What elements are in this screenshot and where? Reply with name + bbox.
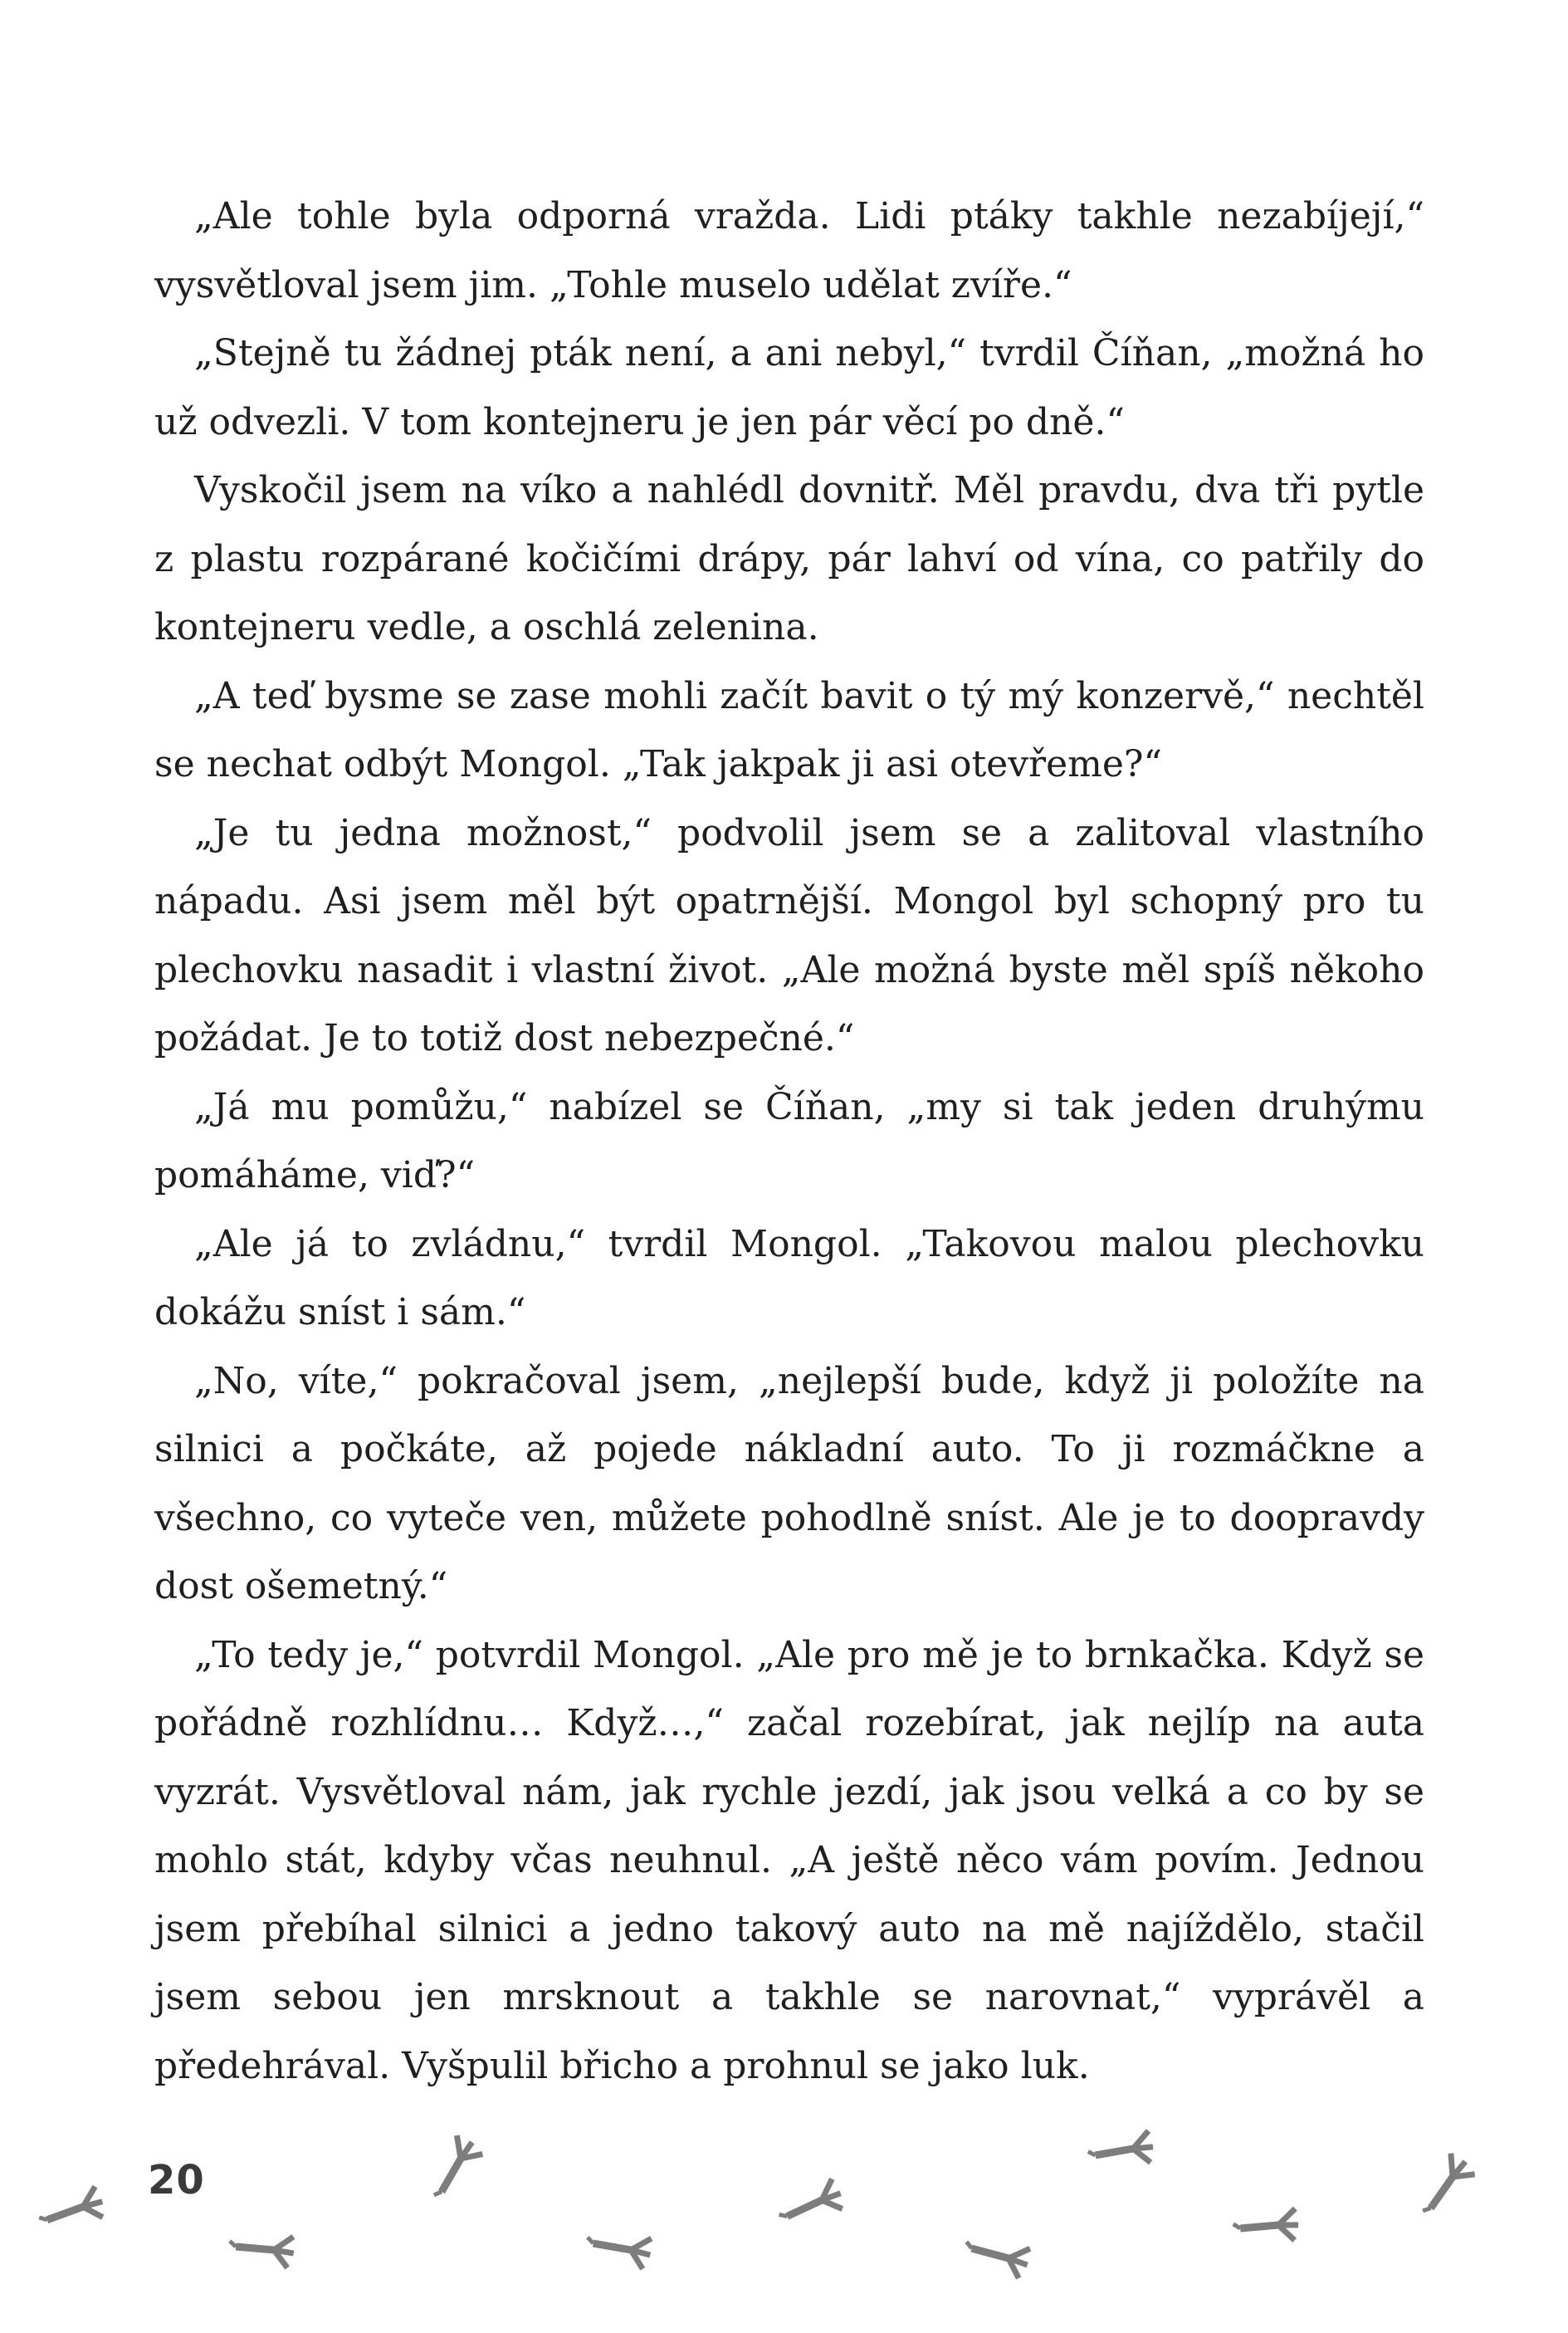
paragraph: „No, víte,“ pokračoval jsem, „nejlepší bude, když ji položíte na silnici a počkáte, až pojede nákladní auto. To ji rozmáčkne a všechno, co vyteče ven, můžete pohodlně sníst. Ale je to doopravdy dost ošemetný.“ [154, 1359, 1424, 1607]
paragraph: „Je tu jedna možnost,“ podvolil jsem se a zalitoval vlastního nápadu. Asi jsem měl být opatrnější. Mongol byl schopný pro tu plechovku nasadit i vlastní život. „Ale možná byste měl spíš někoho požádat. Je to totiž dost nebezpečné.“ [154, 811, 1424, 1059]
paragraph: „Ale tohle byla odporná vražda. Lidi ptáky takhle nezabíjejí,“ vysvětloval jsem jim. „Tohle muselo udělat zvíře.“ [154, 195, 1424, 306]
bird-footprint-icon [36, 2186, 107, 2238]
bird-footprint-icon [227, 2231, 295, 2268]
paragraph: „Já mu pomůžu,“ nabízel se Číňan, „my si tak jeden druhýmu pomáháme, viď?“ [154, 1085, 1424, 1196]
body-text [154, 183, 1424, 2101]
bird-footprint-icon [425, 2134, 485, 2206]
bird-footprint-icon [774, 2179, 847, 2234]
bird-footprint-icon [1414, 2152, 1478, 2223]
paragraph: „A teď bysme se zase mohli začít bavit o tý mý konzervě,“ nechtěl se nechat odbýt Mongol. „Tak jakpak ji asi otevřeme?“ [154, 674, 1424, 785]
bird-footprint-icon [1087, 2130, 1155, 2173]
bird-footprint-icon [961, 2233, 1032, 2280]
paragraph: „Ale já to zvládnu,“ tvrdil Mongol. „Takovou malou plechovku dokážu sníst i sám.“ [154, 1222, 1424, 1333]
bird-footprint-icon [1233, 2208, 1300, 2246]
bird-footprint-icon [584, 2228, 652, 2270]
footprint-trail [0, 2125, 1568, 2333]
paragraph: „Stejně tu žádnej pták není, a ani nebyl,“ tvrdil Číňan, „možná ho už odvezli. V tom kontejneru je jen pár věcí po dně.“ [154, 332, 1424, 443]
page-number: 20 [148, 2157, 205, 2203]
paragraph: Vyskočil jsem na víko a nahlédl dovnitř. Měl pravdu, dva tři pytle z plastu rozpárané kočičími drápy, pár lahví od vína, co patřily do kontejneru vedle, a oschlá zelenina. [154, 469, 1424, 648]
paragraph: „To tedy je,“ potvrdil Mongol. „Ale pro mě je to brnkačka. Když se pořádně rozhlídnu… Když…,“ začal rozebírat, jak nejlíp na auta vyzrát. Vysvětloval nám, jak rychle jezdí, jak jsou velká a co by se mohlo stát, kdyby včas neuhnul. „A ještě něco vám povím. Jednou jsem přebíhal silnici a jedno takový auto na mě najíždělo, stačil jsem sebou jen mrsknout a takhle se narovnat,“ vyprávěl a předehrával. Vyšpulil břicho a prohnul se jako luk. [154, 1633, 1424, 2087]
